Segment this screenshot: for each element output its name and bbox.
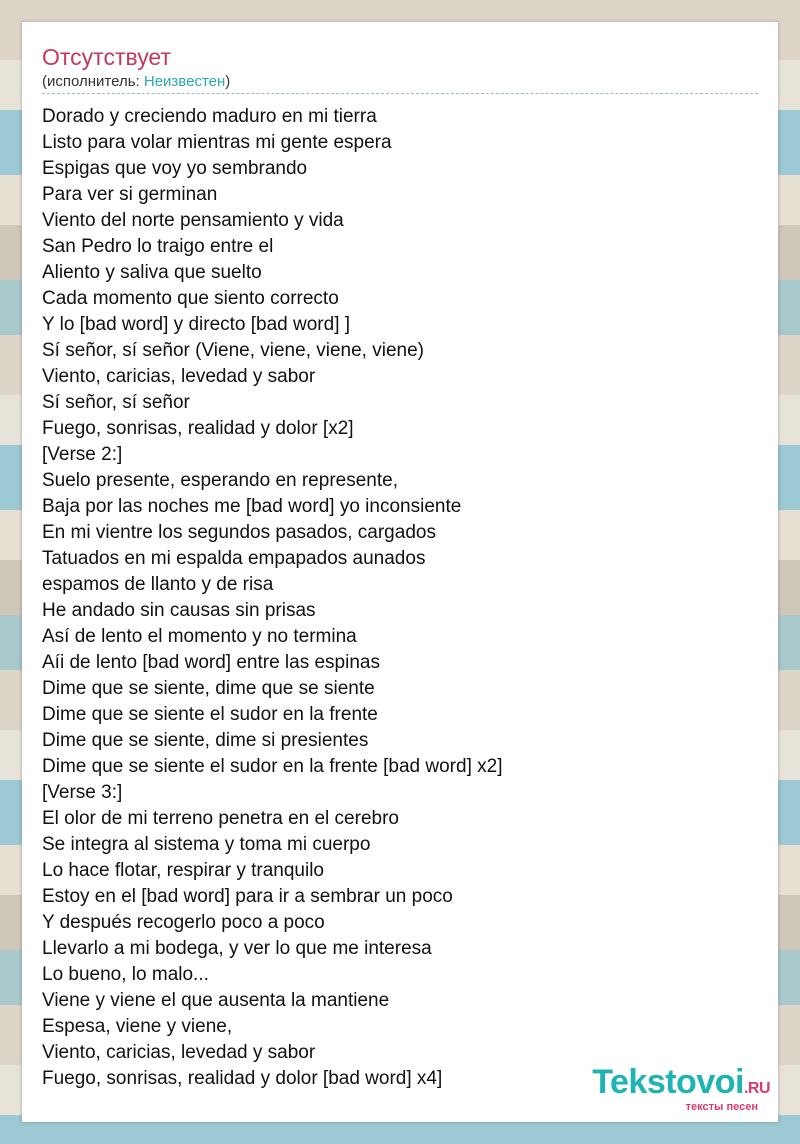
lyric-line: Listo para volar mientras mi gente espera <box>42 132 392 153</box>
lyric-line: Dime que se siente, dime que se siente <box>42 678 375 699</box>
lyric-line: Y después recogerlo poco a poco <box>42 912 325 933</box>
lyrics-text <box>42 104 758 1092</box>
lyric-line: Para ver si germinan <box>42 184 218 205</box>
lyric-line: Viento del norte pensamiento y vida <box>42 210 344 231</box>
lyric-line: Dime que se siente, dime si presientes <box>42 730 369 751</box>
artist-link[interactable]: Неизвестен <box>143 73 226 90</box>
lyric-line: Dorado y creciendo maduro en mi tierra <box>42 106 377 127</box>
lyric-line: Y lo [bad word] y directo [bad word] ] <box>42 314 351 335</box>
lyric-line: En mi vientre los segundos pasados, cargados <box>42 522 436 543</box>
lyric-line: [Verse 2:] <box>42 444 123 465</box>
lyric-line: Así de lento el momento y no termina <box>42 626 357 647</box>
lyric-line: Dime que se siente el sudor en la frente [bad word] x2] <box>42 756 503 777</box>
lyric-line: Aíi de lento [bad word] entre las espinas <box>42 652 380 673</box>
lyric-line: Lo hace flotar, respirar y tranquilo <box>42 860 324 881</box>
lyric-line: Suelo presente, esperando en represente, <box>42 470 398 491</box>
lyric-line: Espesa, viene y viene, <box>42 1016 233 1037</box>
logo-tagline: тексты песен <box>685 1101 758 1113</box>
title-divider <box>42 93 758 94</box>
lyric-line: Sí señor, sí señor (Viene, viene, viene, viene) <box>42 340 424 361</box>
logo-tld: .RU <box>743 1080 770 1097</box>
lyric-line: Llevarlo a mi bodega, y ver lo que me interesa <box>42 938 432 959</box>
lyric-line: Se integra al sistema y toma mi cuerpo <box>42 834 371 855</box>
lyric-line: Viento, caricias, levedad y sabor <box>42 1042 316 1063</box>
song-title: Отсутствует <box>42 44 171 70</box>
lyric-line: El olor de mi terreno penetra en el cerebro <box>42 808 399 829</box>
lyric-line: Fuego, sonrisas, realidad y dolor [bad word] x4] <box>42 1068 443 1089</box>
lyric-line: espamos de llanto y de risa <box>42 574 274 595</box>
lyric-line: Sí señor, sí señor <box>42 392 190 413</box>
lyric-line: Lo bueno, lo malo... <box>42 964 209 985</box>
lyric-line: Estoy en el [bad word] para ir a sembrar un poco <box>42 886 453 907</box>
logo-name: Tekstovoi <box>592 1063 744 1101</box>
artist-suffix: ) <box>225 73 231 90</box>
lyric-line: San Pedro lo traigo entre el <box>42 236 274 257</box>
artist-prefix: (исполнитель: <box>42 73 144 90</box>
lyric-line: Fuego, sonrisas, realidad y dolor [x2] <box>42 418 354 439</box>
artist-line <box>42 72 230 92</box>
lyric-line: Dime que se siente el sudor en la frente <box>42 704 378 725</box>
lyrics-card <box>22 22 778 1122</box>
lyric-line: [Verse 3:] <box>42 782 123 803</box>
site-logo[interactable] <box>560 1064 770 1114</box>
lyric-line: Cada momento que siento correcto <box>42 288 339 309</box>
lyric-line: Viento, caricias, levedad y sabor <box>42 366 316 387</box>
lyric-line: Baja por las noches me [bad word] yo inconsiente <box>42 496 462 517</box>
lyric-line: Aliento y saliva que suelto <box>42 262 262 283</box>
lyric-line: Viene y viene el que ausenta la mantiene <box>42 990 390 1011</box>
lyric-line: Tatuados en mi espalda empapados aunados <box>42 548 426 569</box>
lyric-line: He andado sin causas sin prisas <box>42 600 316 621</box>
lyric-line: Espigas que voy yo sembrando <box>42 158 308 179</box>
